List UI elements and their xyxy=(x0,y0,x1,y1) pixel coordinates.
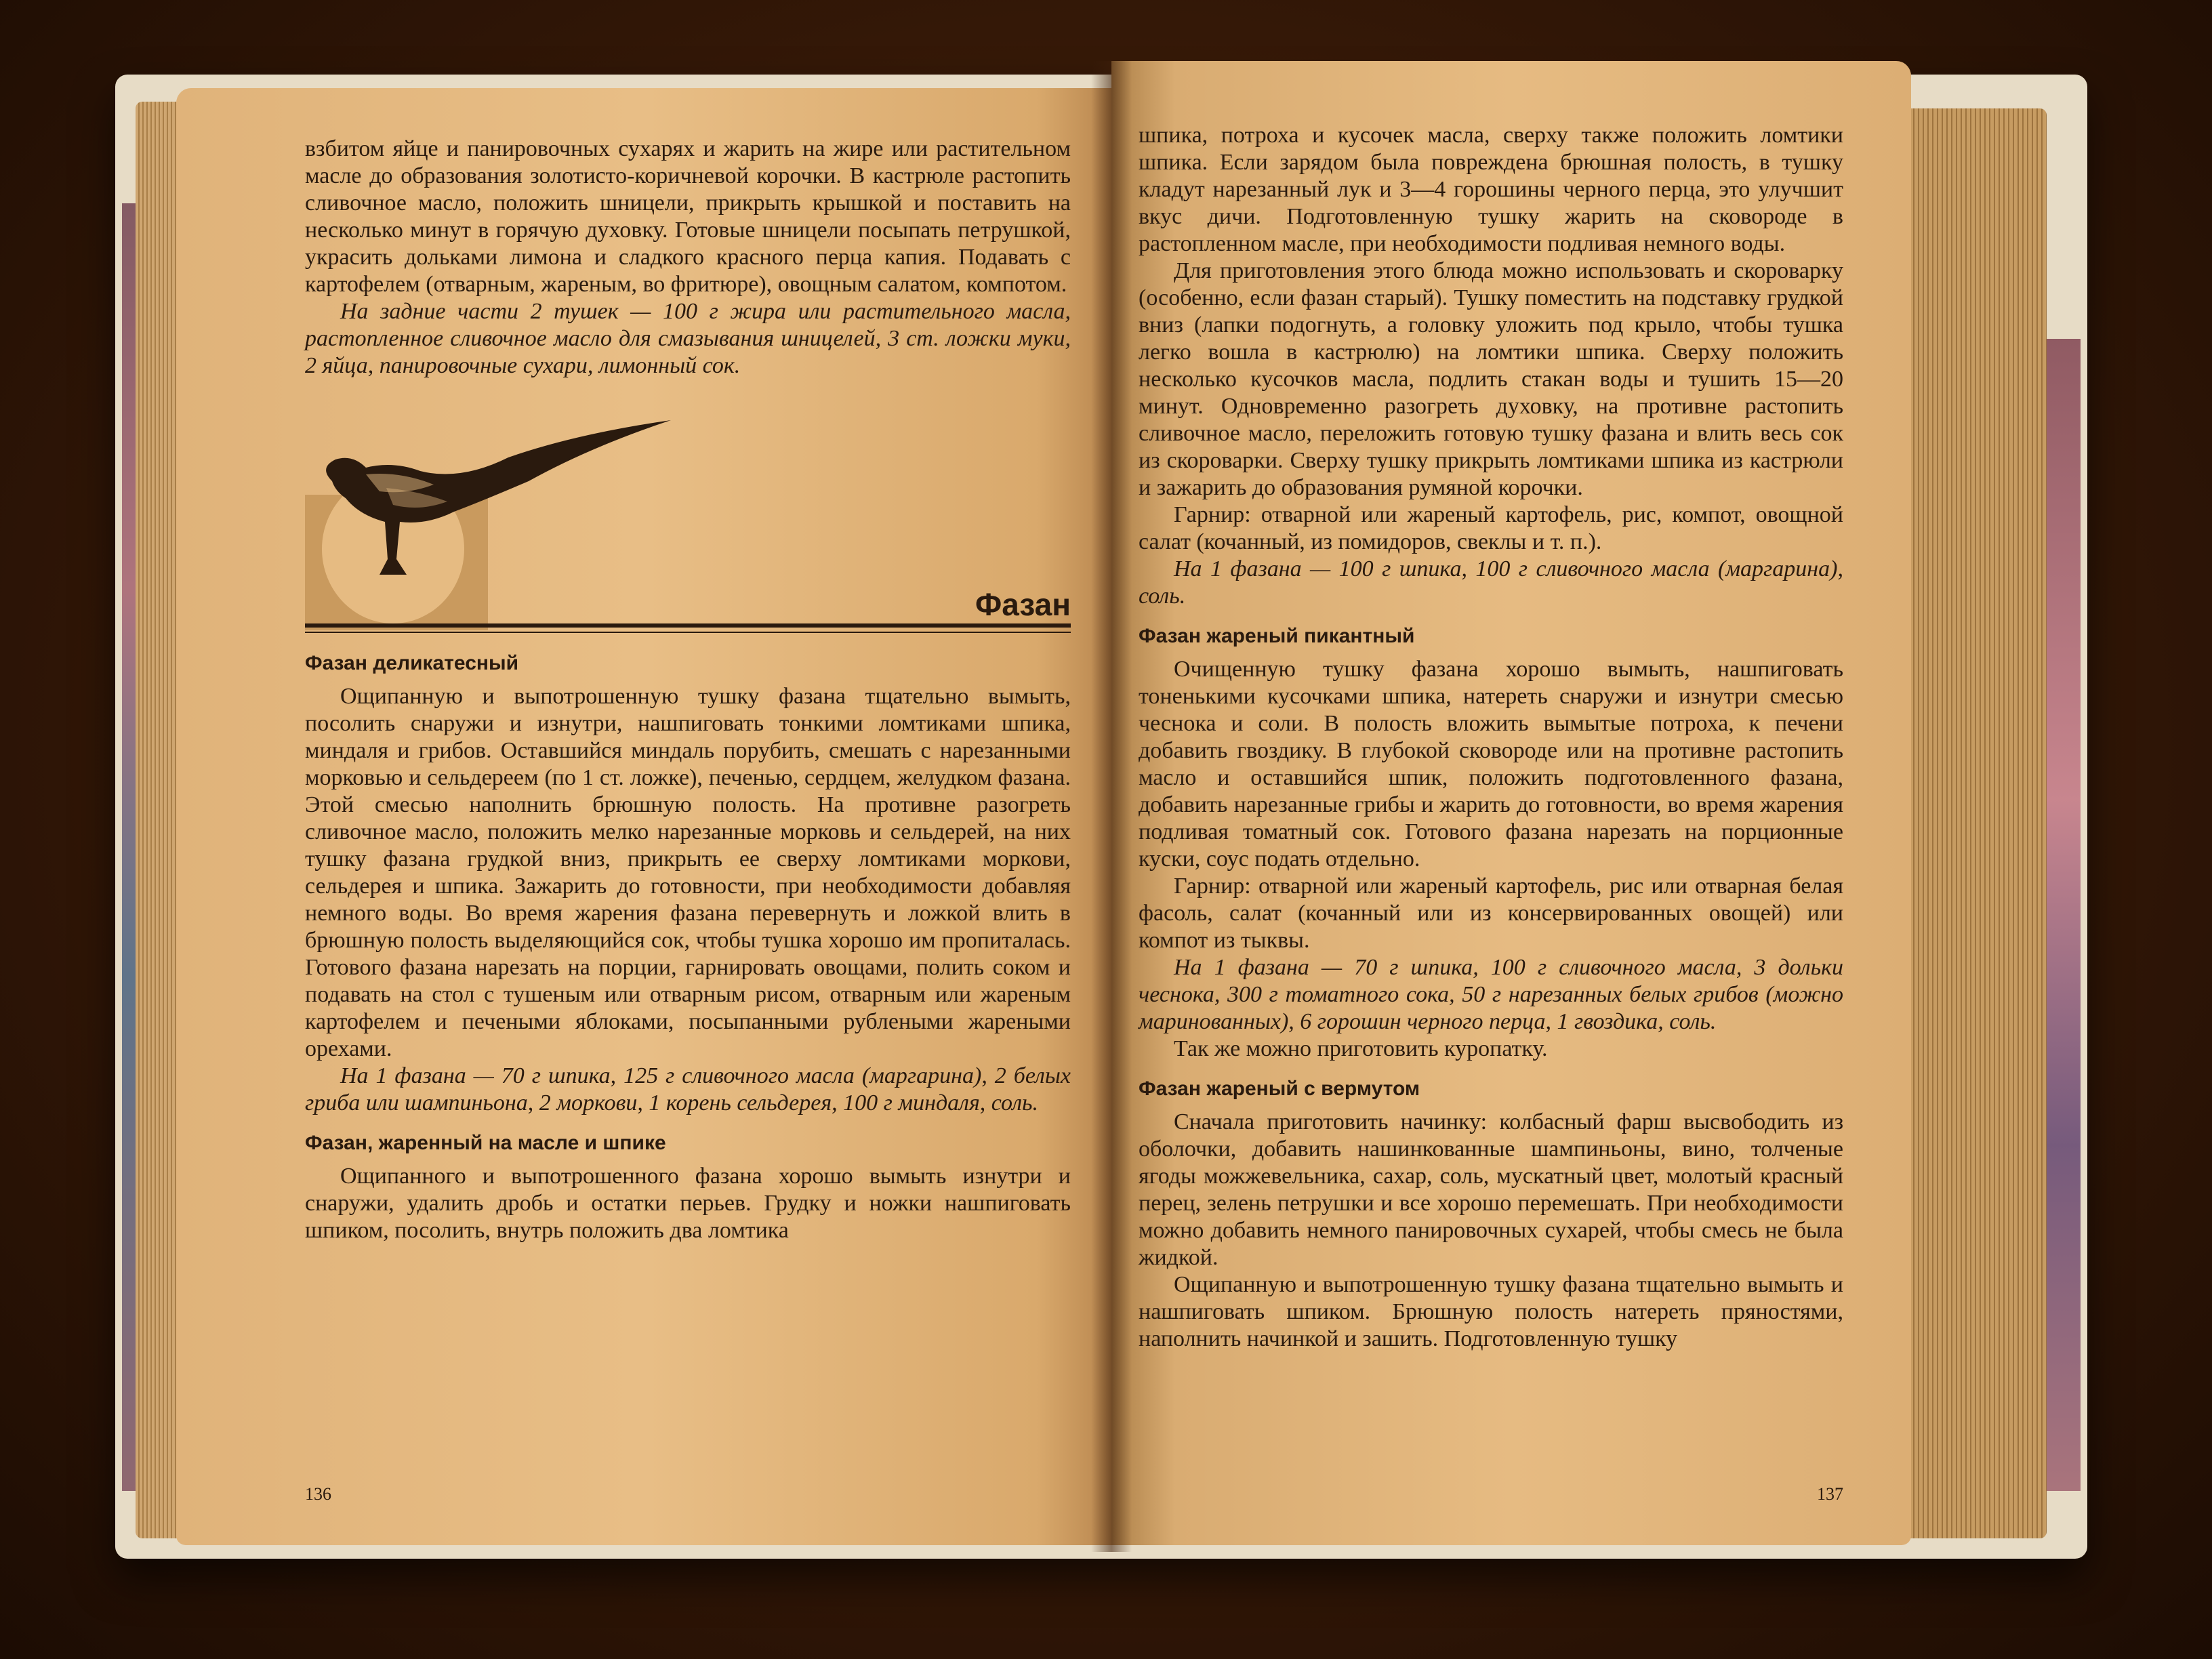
page-stack-right xyxy=(1891,108,2047,1538)
book-gutter xyxy=(1091,61,1132,1552)
recipe-title: Фазан жареный пикантный xyxy=(1139,625,1415,647)
left-page-body xyxy=(305,136,1071,380)
recipe-ingredients: На 1 фазана — 70 г шпика, 100 г сливочного масла, 3 дольки чеснока, 300 г томатного сока, 50 г нарезанных белых грибов (можно маринованных), 6 горошин черного перца, 1 гвоздика, соль. xyxy=(1139,955,1843,1034)
recipe-text: Ощипанную и выпотрошенную тушку фазана тщательно вымыть, посолить снаружи и изнутри, нашпиговать тонкими ломтиками шпика, миндаля и грибов. Оставшийся миндаль порубить, смешать с нарезанными морковью и сельдереем (по 1 ст. ложке), печенью, сердцем, желудком фазана. Этой смесью наполнить брюшную полость. На противне разогреть сливочное масло, положить мелко нарезанные морковь и сельдерей, на них тушку фазана грудкой вниз, прикрыть ее сверху ломтиками моркови, сельдерея и шпика. Зажарить до готовности, при необходимости добавляя немного воды. Во время жарения фазана перевернуть и ложкой влить в брюшную полость выделяющийся сок, чтобы тушка хорошо им пропиталась. Готового фазана нарезать на порции, гарнировать овощами, полить соком и подавать на стол с тушеным или отварным рисом, отварным или жареным картофелем и печеными яблоками, посыпанными рублеными жареными орехами. xyxy=(305,684,1071,1061)
recipe-title: Фазан, жаренный на масле и шпике xyxy=(305,1132,666,1154)
section-rule xyxy=(305,623,1071,628)
recipe-body xyxy=(305,683,1071,1117)
right-page xyxy=(1111,61,1911,1545)
recipe-note: Так же можно приготовить куропатку. xyxy=(1174,1036,1548,1061)
page-number: 137 xyxy=(1817,1484,1843,1504)
section-header xyxy=(305,420,1071,637)
garnish-text: Гарнир: отварной или жареный картофель, рис или отварная белая фасоль, салат (кочанный или из консервированных овощей) или компот из тыквы. xyxy=(1139,874,1843,953)
section-rule-thin xyxy=(305,632,1071,633)
recipe-body xyxy=(305,1163,1071,1244)
recipe-text: Для приготовления этого блюда можно использовать и скороварку (особенно, если фазан старый). Тушку поместить на подставку грудкой вниз (лапки подогнуть, а головку уложить под крыло, чтобы тушка легко вошла в кастрюлю) на ломтики шпика. Сверху положить несколько кусочков масла, подлить стакан воды и тушить 15—20 минут. Одновременно разогреть духовку, на противне растопить сливочное масло, переложить готовую тушку фазана и влить весь сок из скороварки. Сверху тушку прикрыть ломтиками шпика из кастрюли и зажарить до образования румяной корочки. xyxy=(1139,258,1843,500)
pheasant-icon xyxy=(305,420,684,623)
recipe-body xyxy=(1139,1109,1843,1353)
recipe-text: Ощипанную и выпотрошенную тушку фазана тщательно вымыть и нашпиговать шпиком. Брюшную полость натереть пряностями, наполнить начинкой и зашить. Подготовленную тушку xyxy=(1139,1272,1843,1351)
section-title: Фазан xyxy=(975,587,1071,622)
continuation-text: взбитом яйце и панировочных сухарях и жарить на жире или растительном масле до образования золотисто-коричневой корочки. В кастрюле растопить сливочное масло, положить шницели, прикрыть крышкой и поставить на несколько минут в горячую духовку. Готовые шницели посыпать петрушкой, украсить дольками лимона и сладкого красного перца капия. Подавать с картофелем (отварным, жареным, во фритюре), овощным салатом, компотом. xyxy=(305,136,1071,297)
recipe-text: Ощипанного и выпотрошенного фазана хорошо вымыть изнутри и снаружи, удалить дробь и остатки перьев. Грудку и ножки нашпиговать шпиком, посолить, внутрь положить два ломтика xyxy=(305,1164,1071,1243)
recipe-title: Фазан деликатесный xyxy=(305,652,519,674)
garnish-text: Гарнир: отварной или жареный картофель, рис, компот, овощной салат (кочанный, из помидоров, свеклы и т. п.). xyxy=(1139,502,1843,554)
continuation-ingredients: На задние части 2 тушек — 100 г жира или растительного масла, растопленное сливочное масло для смазывания шницелей, 3 ст. ложки муки, 2 яйца, панировочные сухари, лимонный сок. xyxy=(305,299,1071,378)
recipe-ingredients: На 1 фазана — 70 г шпика, 125 г сливочного масла (маргарина), 2 белых гриба или шампиньона, 2 моркови, 1 корень сельдерея, 100 г миндаля, соль. xyxy=(305,1063,1071,1115)
recipe-title: Фазан жареный с вермутом xyxy=(1139,1078,1420,1100)
continuation-text: шпика, потроха и кусочек масла, сверху также положить ломтики шпика. Если зарядом была повреждена брюшная полость, в тушку кладут нарезанный лук и 3—4 горошины черного перца, это улучшит вкус дичи. Подготовленную тушку жарить на сковороде в растопленном масле, при необходимости подливая немного воды. xyxy=(1139,123,1843,256)
recipe-ingredients: На 1 фазана — 100 г шпика, 100 г сливочного масла (маргарина), соль. xyxy=(1139,556,1843,609)
left-page xyxy=(176,88,1111,1545)
right-page-body xyxy=(1139,122,1843,610)
recipe-body xyxy=(1139,656,1843,1063)
recipe-text: Сначала приготовить начинку: колбасный фарш высвободить из оболочки, добавить нашинкованные шампиньоны, вино, толченые ягоды можжевельника, сахар, соль, мускатный цвет, молотый красный перец, зелень петрушки и все хорошо перемешать. При необходимости можно добавить немного панировочных сухарей, чтобы смесь не была жидкой. xyxy=(1139,1109,1843,1270)
recipe-text: Очищенную тушку фазана хорошо вымыть, нашпиговать тоненькими кусочками шпика, натереть снаружи и изнутри смесью чеснока и соли. В полость вложить вымытые потроха, к печени добавить гвоздику. В глубокой сковороде или на противне растопить масло и оставшийся шпик, положить подготовленного фазана, добавить нарезанные грибы и жарить до готовности, во время жарения подливая томатный сок. Готового фазана нарезать на порционные куски, соус подать отдельно. xyxy=(1139,657,1843,872)
page-number: 136 xyxy=(305,1484,331,1504)
